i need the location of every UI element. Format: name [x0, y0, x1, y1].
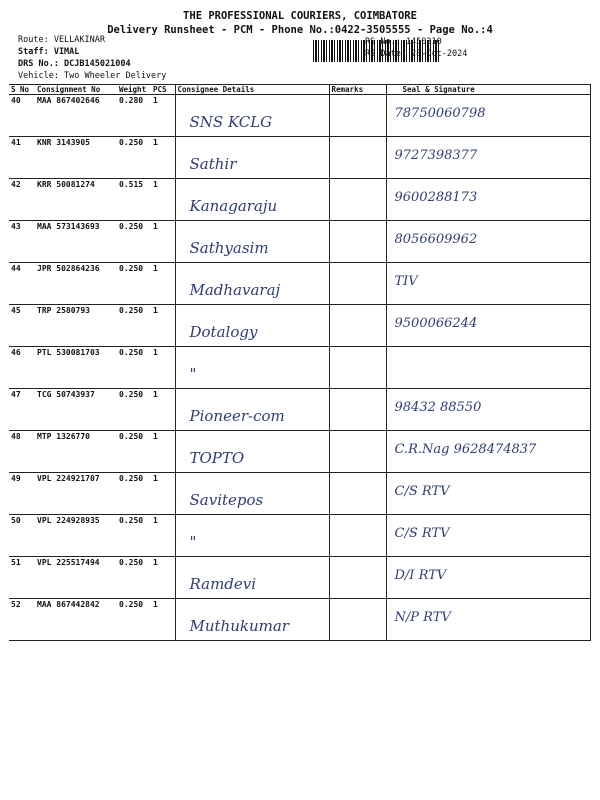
- table-row: [9, 95, 590, 137]
- cell-pcs: 1: [151, 389, 175, 431]
- handwritten-consignee: TOPTO: [189, 449, 245, 467]
- cell-remarks: [329, 347, 386, 389]
- handwritten-consignee: Madhavaraj: [189, 281, 281, 299]
- handwritten-consignee: Ramdevi: [189, 575, 257, 593]
- cell-weight: 0.250: [117, 389, 151, 431]
- cell-consignment-no: MAA 867402646: [35, 95, 117, 137]
- table-row: [9, 347, 590, 389]
- cell-consignment-no: TRP 2580793: [35, 305, 117, 347]
- cell-pcs: 1: [151, 347, 175, 389]
- cell-remarks: [329, 515, 386, 557]
- col-header-seal: Seal & Signature: [386, 85, 590, 95]
- table-row: [9, 473, 590, 515]
- cell-consignee: [175, 347, 329, 389]
- cell-seal-signature: [386, 515, 590, 557]
- cell-weight: 0.250: [117, 599, 151, 641]
- vehicle-label: Vehicle: Two Wheeler Delivery: [18, 71, 167, 81]
- cell-remarks: [329, 179, 386, 221]
- handwritten-consignee: ": [189, 533, 197, 551]
- handwritten-signature: C/S RTV: [394, 484, 450, 499]
- cell-consignee: [175, 221, 329, 263]
- handwritten-consignee: Muthukumar: [189, 617, 289, 635]
- handwritten-signature: TIV: [394, 274, 418, 289]
- handwritten-signature: 9727398377: [394, 148, 478, 163]
- handwritten-consignee: Savitepos: [189, 491, 264, 509]
- table-row: [9, 515, 590, 557]
- handwritten-signature: D/I RTV: [394, 568, 447, 583]
- cell-consignment-no: PTL 530081703: [35, 347, 117, 389]
- cell-consignee: [175, 95, 329, 137]
- cell-weight: 0.250: [117, 431, 151, 473]
- rs-no-label: RS No.: 1450210: [365, 37, 442, 47]
- cell-consignment-no: KRR 50081274: [35, 179, 117, 221]
- cell-consignment-no: TCG 50743937: [35, 389, 117, 431]
- cell-sno: 50: [9, 515, 35, 557]
- handwritten-signature: 9500066244: [394, 316, 478, 331]
- cell-remarks: [329, 95, 386, 137]
- cell-consignment-no: JPR 502864236: [35, 263, 117, 305]
- cell-sno: 47: [9, 389, 35, 431]
- col-header-pcs: PCS: [151, 85, 175, 95]
- handwritten-signature: C.R.Nag 9628474837: [394, 442, 537, 457]
- cell-weight: 0.250: [117, 347, 151, 389]
- handwritten-signature: C/S RTV: [394, 526, 450, 541]
- cell-remarks: [329, 599, 386, 641]
- handwritten-consignee: SNS KCLG: [189, 113, 273, 131]
- cell-remarks: [329, 305, 386, 347]
- handwritten-signature: N/P RTV: [394, 610, 451, 625]
- cell-pcs: 1: [151, 305, 175, 347]
- handwritten-consignee: Sathyasim: [189, 239, 269, 257]
- cell-consignment-no: VPL 224928935: [35, 515, 117, 557]
- col-header-sno: S No: [9, 85, 35, 95]
- cell-remarks: [329, 557, 386, 599]
- cell-sno: 49: [9, 473, 35, 515]
- cell-weight: 0.280: [117, 95, 151, 137]
- cell-sno: 41: [9, 137, 35, 179]
- cell-pcs: 1: [151, 515, 175, 557]
- cell-pcs: 1: [151, 473, 175, 515]
- table-row: [9, 263, 590, 305]
- cell-weight: 0.250: [117, 221, 151, 263]
- cell-pcs: 1: [151, 263, 175, 305]
- runsheet-table: [9, 84, 591, 641]
- cell-pcs: 1: [151, 137, 175, 179]
- cell-consignment-no: MAA 573143693: [35, 221, 117, 263]
- cell-sno: 48: [9, 431, 35, 473]
- drs-label: DRS No.: DCJB145021004: [18, 59, 131, 69]
- handwritten-consignee: Dotalogy: [189, 323, 258, 341]
- cell-seal-signature: [386, 263, 590, 305]
- col-header-consignment: Consignment No: [35, 85, 117, 95]
- cell-sno: 51: [9, 557, 35, 599]
- cell-consignee: [175, 599, 329, 641]
- cell-seal-signature: [386, 305, 590, 347]
- cell-weight: 0.250: [117, 305, 151, 347]
- handwritten-signature: 78750060798: [394, 106, 486, 121]
- cell-weight: 0.250: [117, 137, 151, 179]
- col-header-remarks: Remarks: [329, 85, 386, 95]
- cell-seal-signature: [386, 179, 590, 221]
- cell-consignee: [175, 515, 329, 557]
- table-header-row: [9, 85, 590, 95]
- table-row: [9, 221, 590, 263]
- cell-pcs: 1: [151, 599, 175, 641]
- handwritten-signature: [389, 348, 588, 358]
- cell-pcs: 1: [151, 179, 175, 221]
- cell-remarks: [329, 431, 386, 473]
- table-row: [9, 599, 590, 641]
- cell-weight: 0.250: [117, 473, 151, 515]
- cell-sno: 40: [9, 95, 35, 137]
- table-row: [9, 389, 590, 431]
- cell-remarks: [329, 473, 386, 515]
- cell-sno: 43: [9, 221, 35, 263]
- cell-consignee: [175, 557, 329, 599]
- cell-consignment-no: VPL 224921707: [35, 473, 117, 515]
- staff-label: Staff: VIMAL: [18, 47, 80, 57]
- cell-weight: 0.515: [117, 179, 151, 221]
- handwritten-signature: 9600288173: [394, 190, 478, 205]
- cell-seal-signature: [386, 473, 590, 515]
- table-row: [9, 179, 590, 221]
- cell-seal-signature: [386, 599, 590, 641]
- table-row: [9, 137, 590, 179]
- cell-pcs: 1: [151, 95, 175, 137]
- handwritten-signature: 8056609962: [394, 232, 478, 247]
- col-header-weight: Weight: [117, 85, 151, 95]
- cell-pcs: 1: [151, 557, 175, 599]
- cell-remarks: [329, 137, 386, 179]
- cell-consignment-no: MTP 1326770: [35, 431, 117, 473]
- cell-weight: 0.250: [117, 263, 151, 305]
- cell-consignee: [175, 473, 329, 515]
- col-header-consignee: Consignee Details: [175, 85, 329, 95]
- cell-consignee: [175, 179, 329, 221]
- table-row: [9, 305, 590, 347]
- cell-seal-signature: [386, 221, 590, 263]
- cell-seal-signature: [386, 347, 590, 389]
- runsheet-subtitle: Delivery Runsheet - PCM - Phone No.:0422-3505555 - Page No.:4: [107, 24, 493, 36]
- cell-consignee: [175, 389, 329, 431]
- cell-weight: 0.250: [117, 515, 151, 557]
- cell-consignee: [175, 305, 329, 347]
- cell-pcs: 1: [151, 221, 175, 263]
- cell-seal-signature: [386, 137, 590, 179]
- cell-sno: 52: [9, 599, 35, 641]
- cell-consignee: [175, 137, 329, 179]
- cell-remarks: [329, 221, 386, 263]
- cell-pcs: 1: [151, 431, 175, 473]
- table-row: [9, 557, 590, 599]
- cell-seal-signature: [386, 389, 590, 431]
- route-label: Route: VELLAKINAR: [18, 35, 105, 45]
- rs-date-label: RS Date: 28-Oct-2024: [365, 49, 468, 59]
- cell-consignment-no: MAA 867442842: [35, 599, 117, 641]
- cell-remarks: [329, 389, 386, 431]
- cell-seal-signature: [386, 557, 590, 599]
- cell-consignee: [175, 431, 329, 473]
- handwritten-consignee: Kanagaraju: [189, 197, 278, 215]
- cell-sno: 45: [9, 305, 35, 347]
- cell-seal-signature: [386, 431, 590, 473]
- cell-consignment-no: VPL 225517494: [35, 557, 117, 599]
- cell-seal-signature: [386, 95, 590, 137]
- handwritten-consignee: Pioneer-com: [189, 407, 285, 425]
- handwritten-signature: 98432 88550: [394, 400, 482, 415]
- table-row: [9, 431, 590, 473]
- cell-remarks: [329, 263, 386, 305]
- cell-sno: 42: [9, 179, 35, 221]
- cell-sno: 46: [9, 347, 35, 389]
- handwritten-consignee: ": [189, 365, 197, 383]
- cell-consignment-no: KNR 3143905: [35, 137, 117, 179]
- handwritten-consignee: Sathir: [189, 155, 237, 173]
- cell-consignee: [175, 263, 329, 305]
- cell-weight: 0.250: [117, 557, 151, 599]
- company-title: THE PROFESSIONAL COURIERS, COIMBATORE: [183, 10, 417, 22]
- cell-sno: 44: [9, 263, 35, 305]
